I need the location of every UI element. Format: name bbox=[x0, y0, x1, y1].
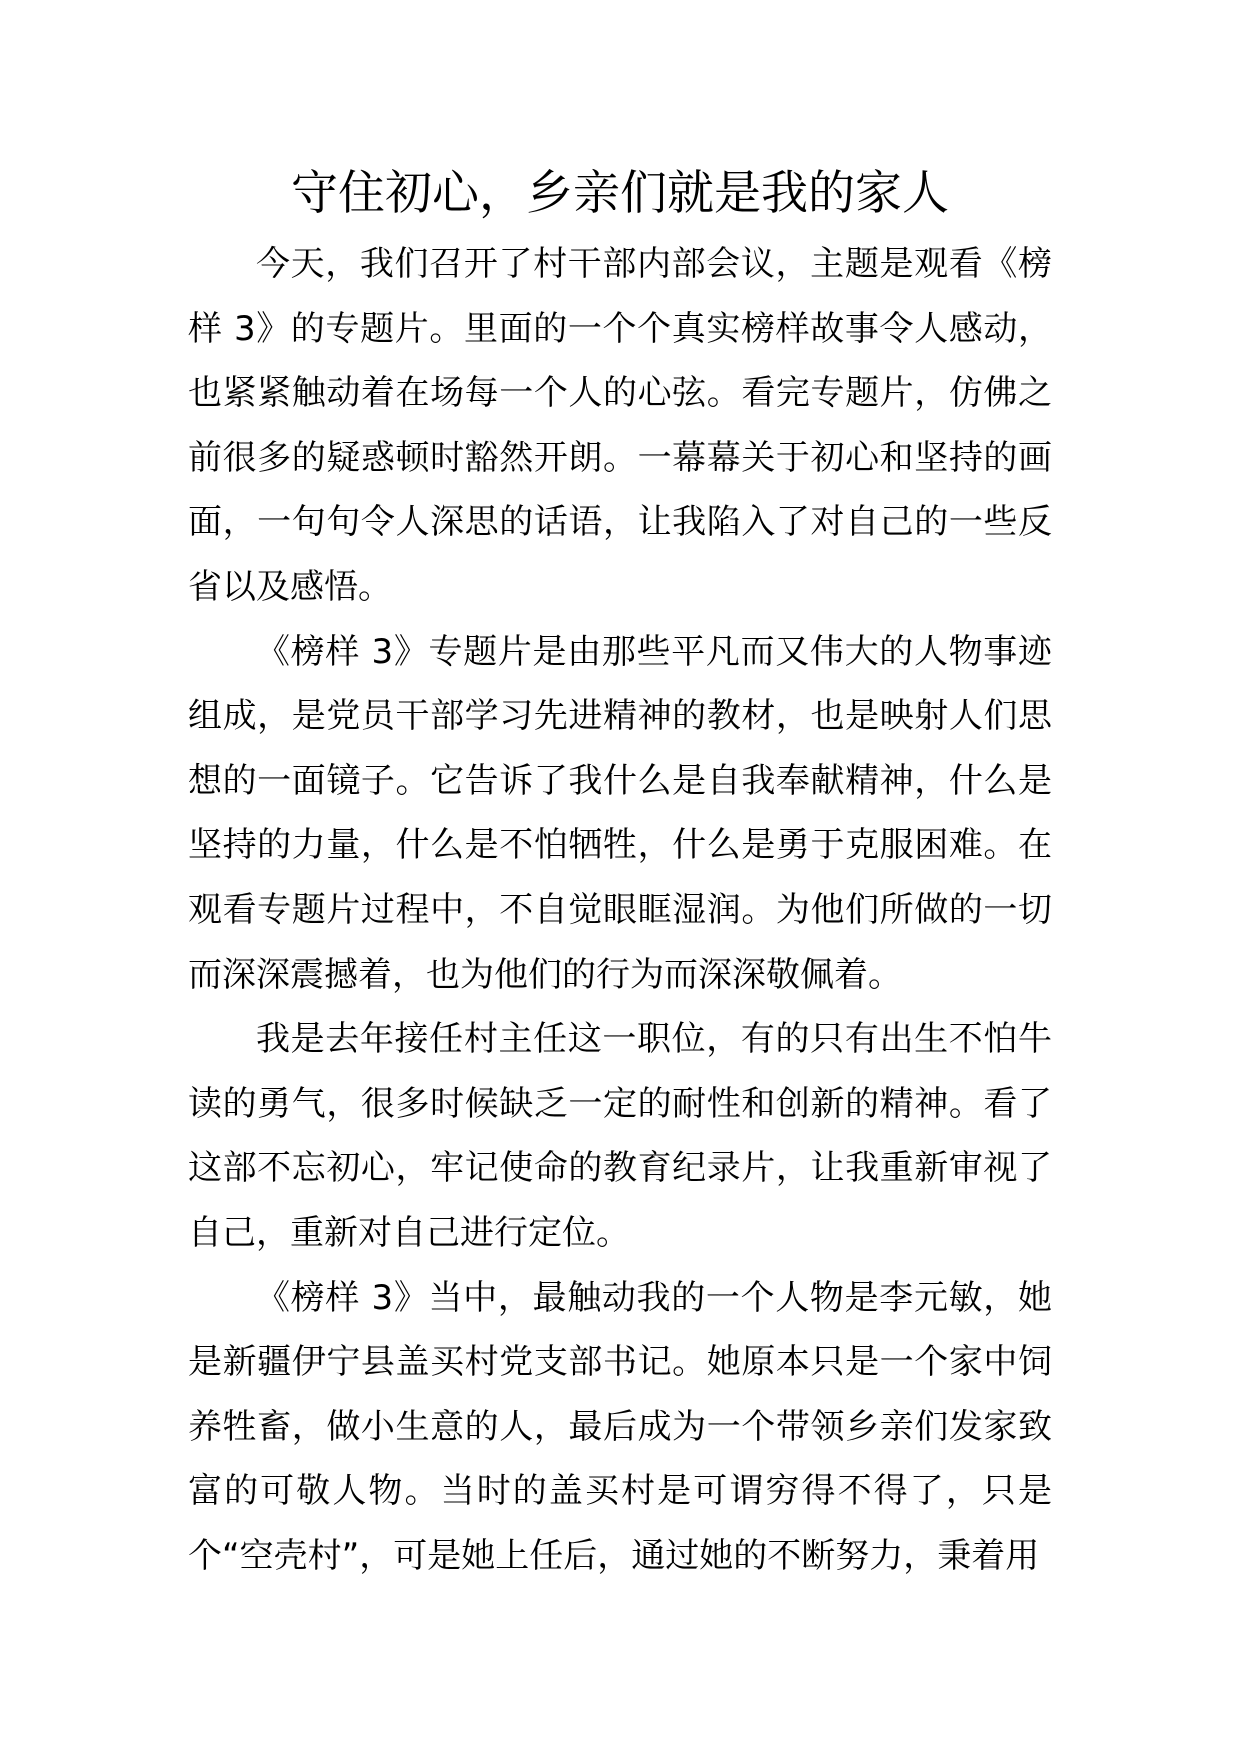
paragraph: 《榜样 3》当中，最触动我的一个人物是李元敏，她是新疆伊宁县盖买村党支部书记。她原本只是一个家中饲养牲畜，做小生意的人，最后成为一个带领乡亲们发家致富的可敬人物。当时的盖买村是可谓穷得不得了，只是个“空壳村”，可是她上任后，通过她的不断努力，秉着用 bbox=[188, 1277, 1052, 1576]
paragraph: 《榜样 3》专题片是由那些平凡而又伟大的人物事迹组成，是党员干部学习先进精神的教材，也是映射人们思想的一面镜子。它告诉了我什么是自我奉献精神，什么是坚持的力量，什么是不怕牺牲，什么是勇于克服困难。在观看专题片过程中，不自觉眼眶湿润。为他们所做的一切而深深震撼着，也为他们的行为而深深敬佩着。 bbox=[188, 631, 1052, 995]
paragraph: 我是去年接任村主任这一职位，有的只有出生不怕牛读的勇气，很多时候缺乏一定的耐性和创新的精神。看了这部不忘初心，牢记使命的教育纪录片，让我重新审视了自己，重新对自己进行定位。 bbox=[188, 1019, 1052, 1253]
document-body bbox=[188, 232, 1052, 1588]
paragraph: 今天，我们召开了村干部内部会议，主题是观看《榜样 3》的专题片。里面的一个个真实榜样故事令人感动，也紧紧触动着在场每一个人的心弦。看完专题片，仿佛之前很多的疑惑顿时豁然开朗。一幕幕关于初心和坚持的画面，一句句令人深思的话语，让我陷入了对自己的一些反省以及感悟。 bbox=[188, 244, 1052, 607]
document-title: 守住初心，乡亲们就是我的家人 bbox=[291, 166, 949, 221]
